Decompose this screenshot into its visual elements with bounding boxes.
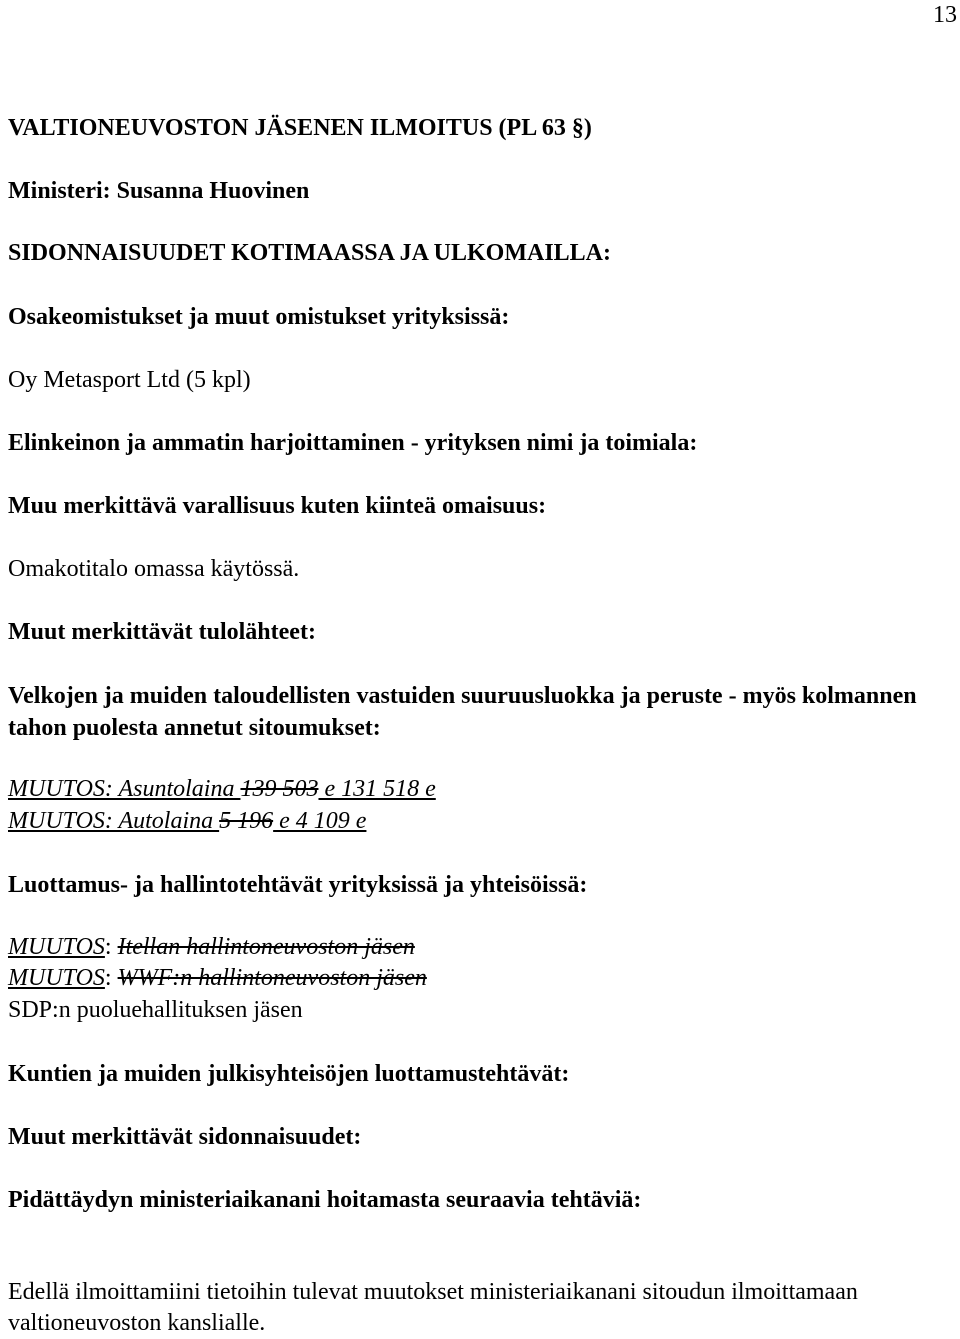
shareholdings-value: Oy Metasport Ltd (5 kpl) — [8, 367, 251, 393]
change-prefix: MUUTOS — [8, 965, 105, 991]
refrain-heading: Pidättäydyn ministeriaikanani hoitamasta seuraavia tehtäviä: — [8, 1187, 642, 1213]
property-value: Omakotitalo omassa käytössä. — [8, 556, 300, 582]
change-prefix: MUUTOS: Asuntolaina — [8, 776, 241, 802]
other-ties-heading: Muut merkittävät sidonnaisuudet: — [8, 1124, 362, 1150]
old-value: 139 503 — [240, 776, 319, 802]
property-heading: Muu merkittävä varallisuus kuten kiinteä omaisuus: — [8, 493, 547, 519]
income-heading: Muut merkittävät tulolähteet: — [8, 619, 316, 645]
removed-position: Itellan hallintoneuvoston jäsen — [117, 934, 415, 960]
old-value: 5 196 — [219, 808, 274, 834]
change-prefix: MUUTOS — [8, 934, 105, 960]
debt-change-car-loan — [8, 809, 366, 833]
trust-change-wwf — [8, 966, 427, 990]
change-prefix: MUUTOS: Autolaina — [8, 808, 220, 834]
closing-statement: Edellä ilmoittamiini tietoihin tulevat muutokset ministeriaikanani sitoudun ilmoittamaan valtioneuvoston kanslialle. — [8, 1279, 858, 1336]
page-number: 13 — [933, 2, 957, 28]
debt-change-mortgage — [8, 777, 436, 801]
business-heading: Elinkeinon ja ammatin harjoittaminen - yrityksen nimi ja toimiala: — [8, 430, 698, 456]
new-value: e 131 518 e — [318, 776, 436, 802]
document-title: VALTIONEUVOSTON JÄSENEN ILMOITUS (PL 63 §) — [8, 115, 592, 141]
shareholdings-heading: Osakeomistukset ja muut omistukset yrityksissä: — [8, 304, 510, 330]
new-value: e 4 109 e — [273, 808, 367, 834]
minister-name: Ministeri: Susanna Huovinen — [8, 178, 310, 204]
debts-heading: Velkojen ja muiden taloudellisten vastuiden suuruusluokka ja peruste - myös kolmannen tahon puolesta annetut sitoumukset: — [8, 683, 917, 741]
trust-change-itella — [8, 935, 415, 959]
change-separator: : — [104, 934, 118, 960]
municipal-heading: Kuntien ja muiden julkisyhteisöjen luottamustehtävät: — [8, 1061, 570, 1087]
trust-heading: Luottamus- ja hallintotehtävät yrityksissä ja yhteisöissä: — [8, 872, 588, 898]
trust-value: SDP:n puoluehallituksen jäsen — [8, 997, 303, 1023]
section-ties-heading: SIDONNAISUUDET KOTIMAASSA JA ULKOMAILLA: — [8, 240, 611, 266]
removed-position: WWF:n hallintoneuvoston jäsen — [117, 965, 427, 991]
change-separator: : — [104, 965, 118, 991]
